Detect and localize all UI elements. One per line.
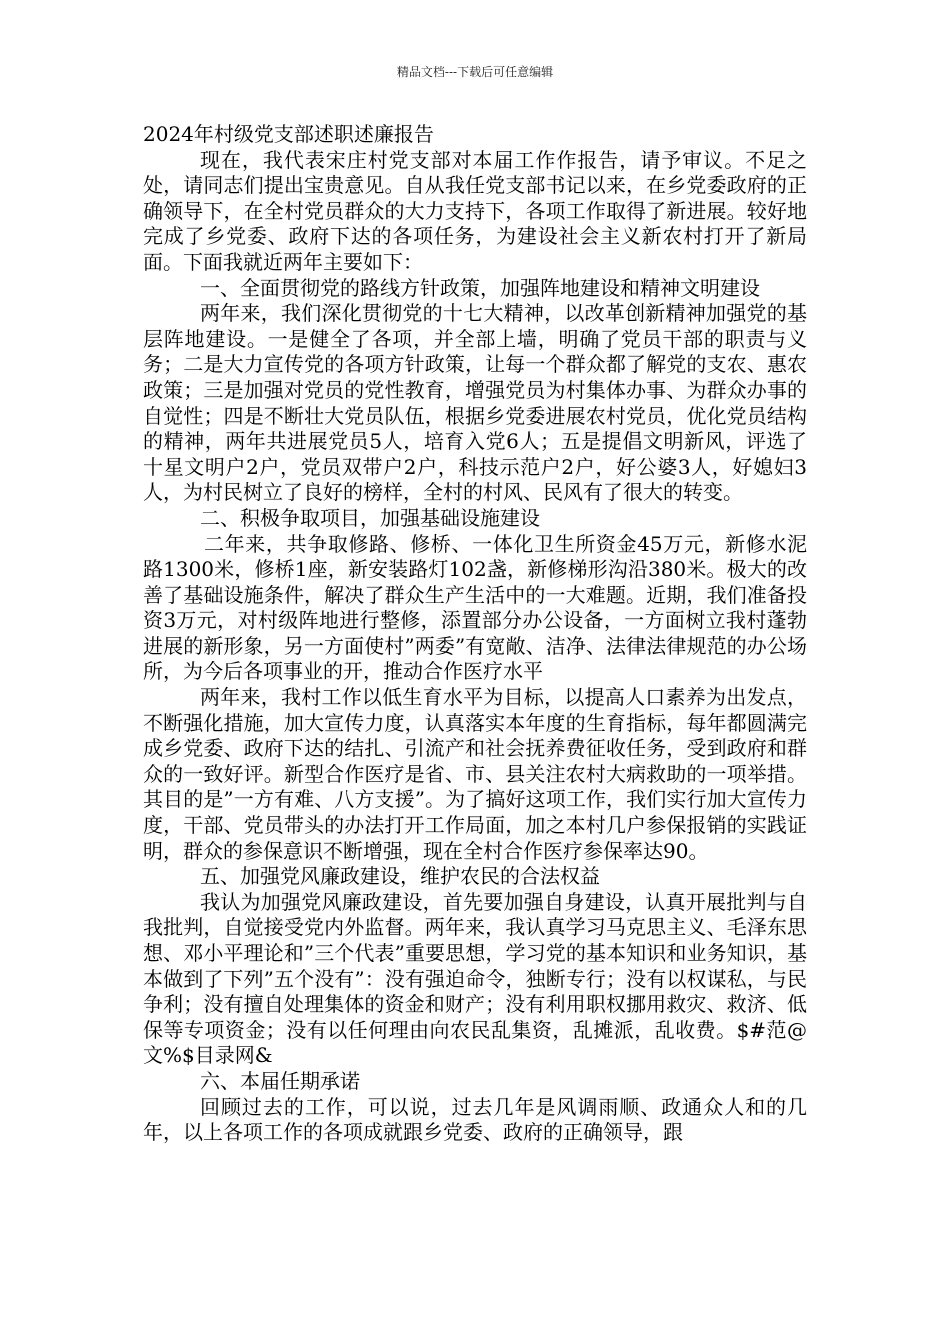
paragraph-intro: 现在，我代表宋庄村党支部对本届工作作报告，请予审议。不足之处，请同志们提出宝贵意见。自从我任党支部书记以来，在乡党委政府的正确领导下，在全村党员群众的大力支持下，各项工作取得了新进展。较好地完成了乡党委、政府下达的各项任务，为建设社会主义新农村打开了新局面。下面我就近两年主要如下： — [143, 147, 807, 274]
section-heading-6: 六、本届任期承诺 — [200, 1068, 360, 1093]
paragraph-section-2: 二年来，共争取修路、修桥、一体化卫生所资金45万元，新修水泥路1300米，修桥1座，新安装路灯102盏，新修梯形沟沿380米。极大的改善了基础设施条件，解决了群众生产生活中的一大难题。近期，我们准备投资3万元，对村级阵地进行整修，添置部分办公设备，一方面树立我村蓬勃进展的新形象，另一方面使村”两委”有宽敞、洁净、法律法律规范的办公场所，为今后各项事业的开，推动合作医疗水平 — [143, 531, 807, 684]
section-heading-5: 五、加强党风廉政建设，维护农民的合法权益 — [200, 864, 600, 889]
paragraph-section-6: 回顾过去的工作，可以说，过去几年是风调雨顺、政通众人和的几年，以上各项工作的各项成就跟乡党委、政府的正确领导，跟 — [143, 1094, 807, 1145]
header-note: 精品文档---下载后可任意编辑 — [396, 65, 554, 79]
section-heading-2: 二、积极争取项目，加强基础设施建设 — [200, 505, 540, 530]
document-body — [143, 122, 807, 1146]
paragraph-section-1: 两年来，我们深化贯彻党的十七大精神，以改革创新精神加强党的基层阵地建设。一是健全了各项，并全部上墙，明确了党员干部的职责与义务；二是大力宣传党的各项方针政策，让每一个群众都了解党的支农、惠农政策；三是加强对党员的党性教育，增强党员为村集体办事、为群众办事的自觉性；四是不断壮大党员队伍，根据乡党委进展农村党员，优化党员结构的精神，两年共进展党员5人，培育入党6人；五是提倡文明新风，评选了十星文明户2户，党员双带户2户，科技示范户2户，好公婆3人，好媳妇3人，为村民树立了良好的榜样，全村的村风、民风有了很大的转变。 — [143, 301, 807, 505]
document-title: 2024年村级党支部述职述廉报告 — [143, 122, 434, 146]
paragraph-section-5: 我认为加强党风廉政建设，首先要加强自身建设，认真开展批判与自我批判，自觉接受党内外监督。两年来，我认真学习马克思主义、毛泽东思想、邓小平理论和”三个代表”重要思想，学习党的基本知识和业务知识，基本做到了下列”五个没有”：没有强迫命令，独断专行；没有以权谋私，与民争利；没有擅自处理集体的资金和财产；没有利用职权挪用救灾、救济、低保等专项资金；没有以任何理由向农民乱集资，乱摊派，乱收费。$#范@文%$目录网& — [143, 889, 807, 1068]
paragraph-section-3: 两年来，我村工作以低生育水平为目标，以提高人口素养为出发点，不断强化措施，加大宣传力度，认真落实本年度的生育指标，每年都圆满完成乡党委、政府下达的结扎、引流产和社会抚养费征收任务，受到政府和群众的一致好评。新型合作医疗是省、市、县关注农村大病救助的一项举措。其目的是”一方有难、八方支援”。为了搞好这项工作，我们实行加大宣传力度，干部、党员带头的办法打开工作局面，加之本村几户参保报销的实践证明，群众的参保意识不断增强，现在全村合作医疗参保率达90。 — [143, 685, 807, 863]
section-heading-1: 一、全面贯彻党的路线方针政策，加强阵地建设和精神文明建设 — [200, 275, 760, 300]
